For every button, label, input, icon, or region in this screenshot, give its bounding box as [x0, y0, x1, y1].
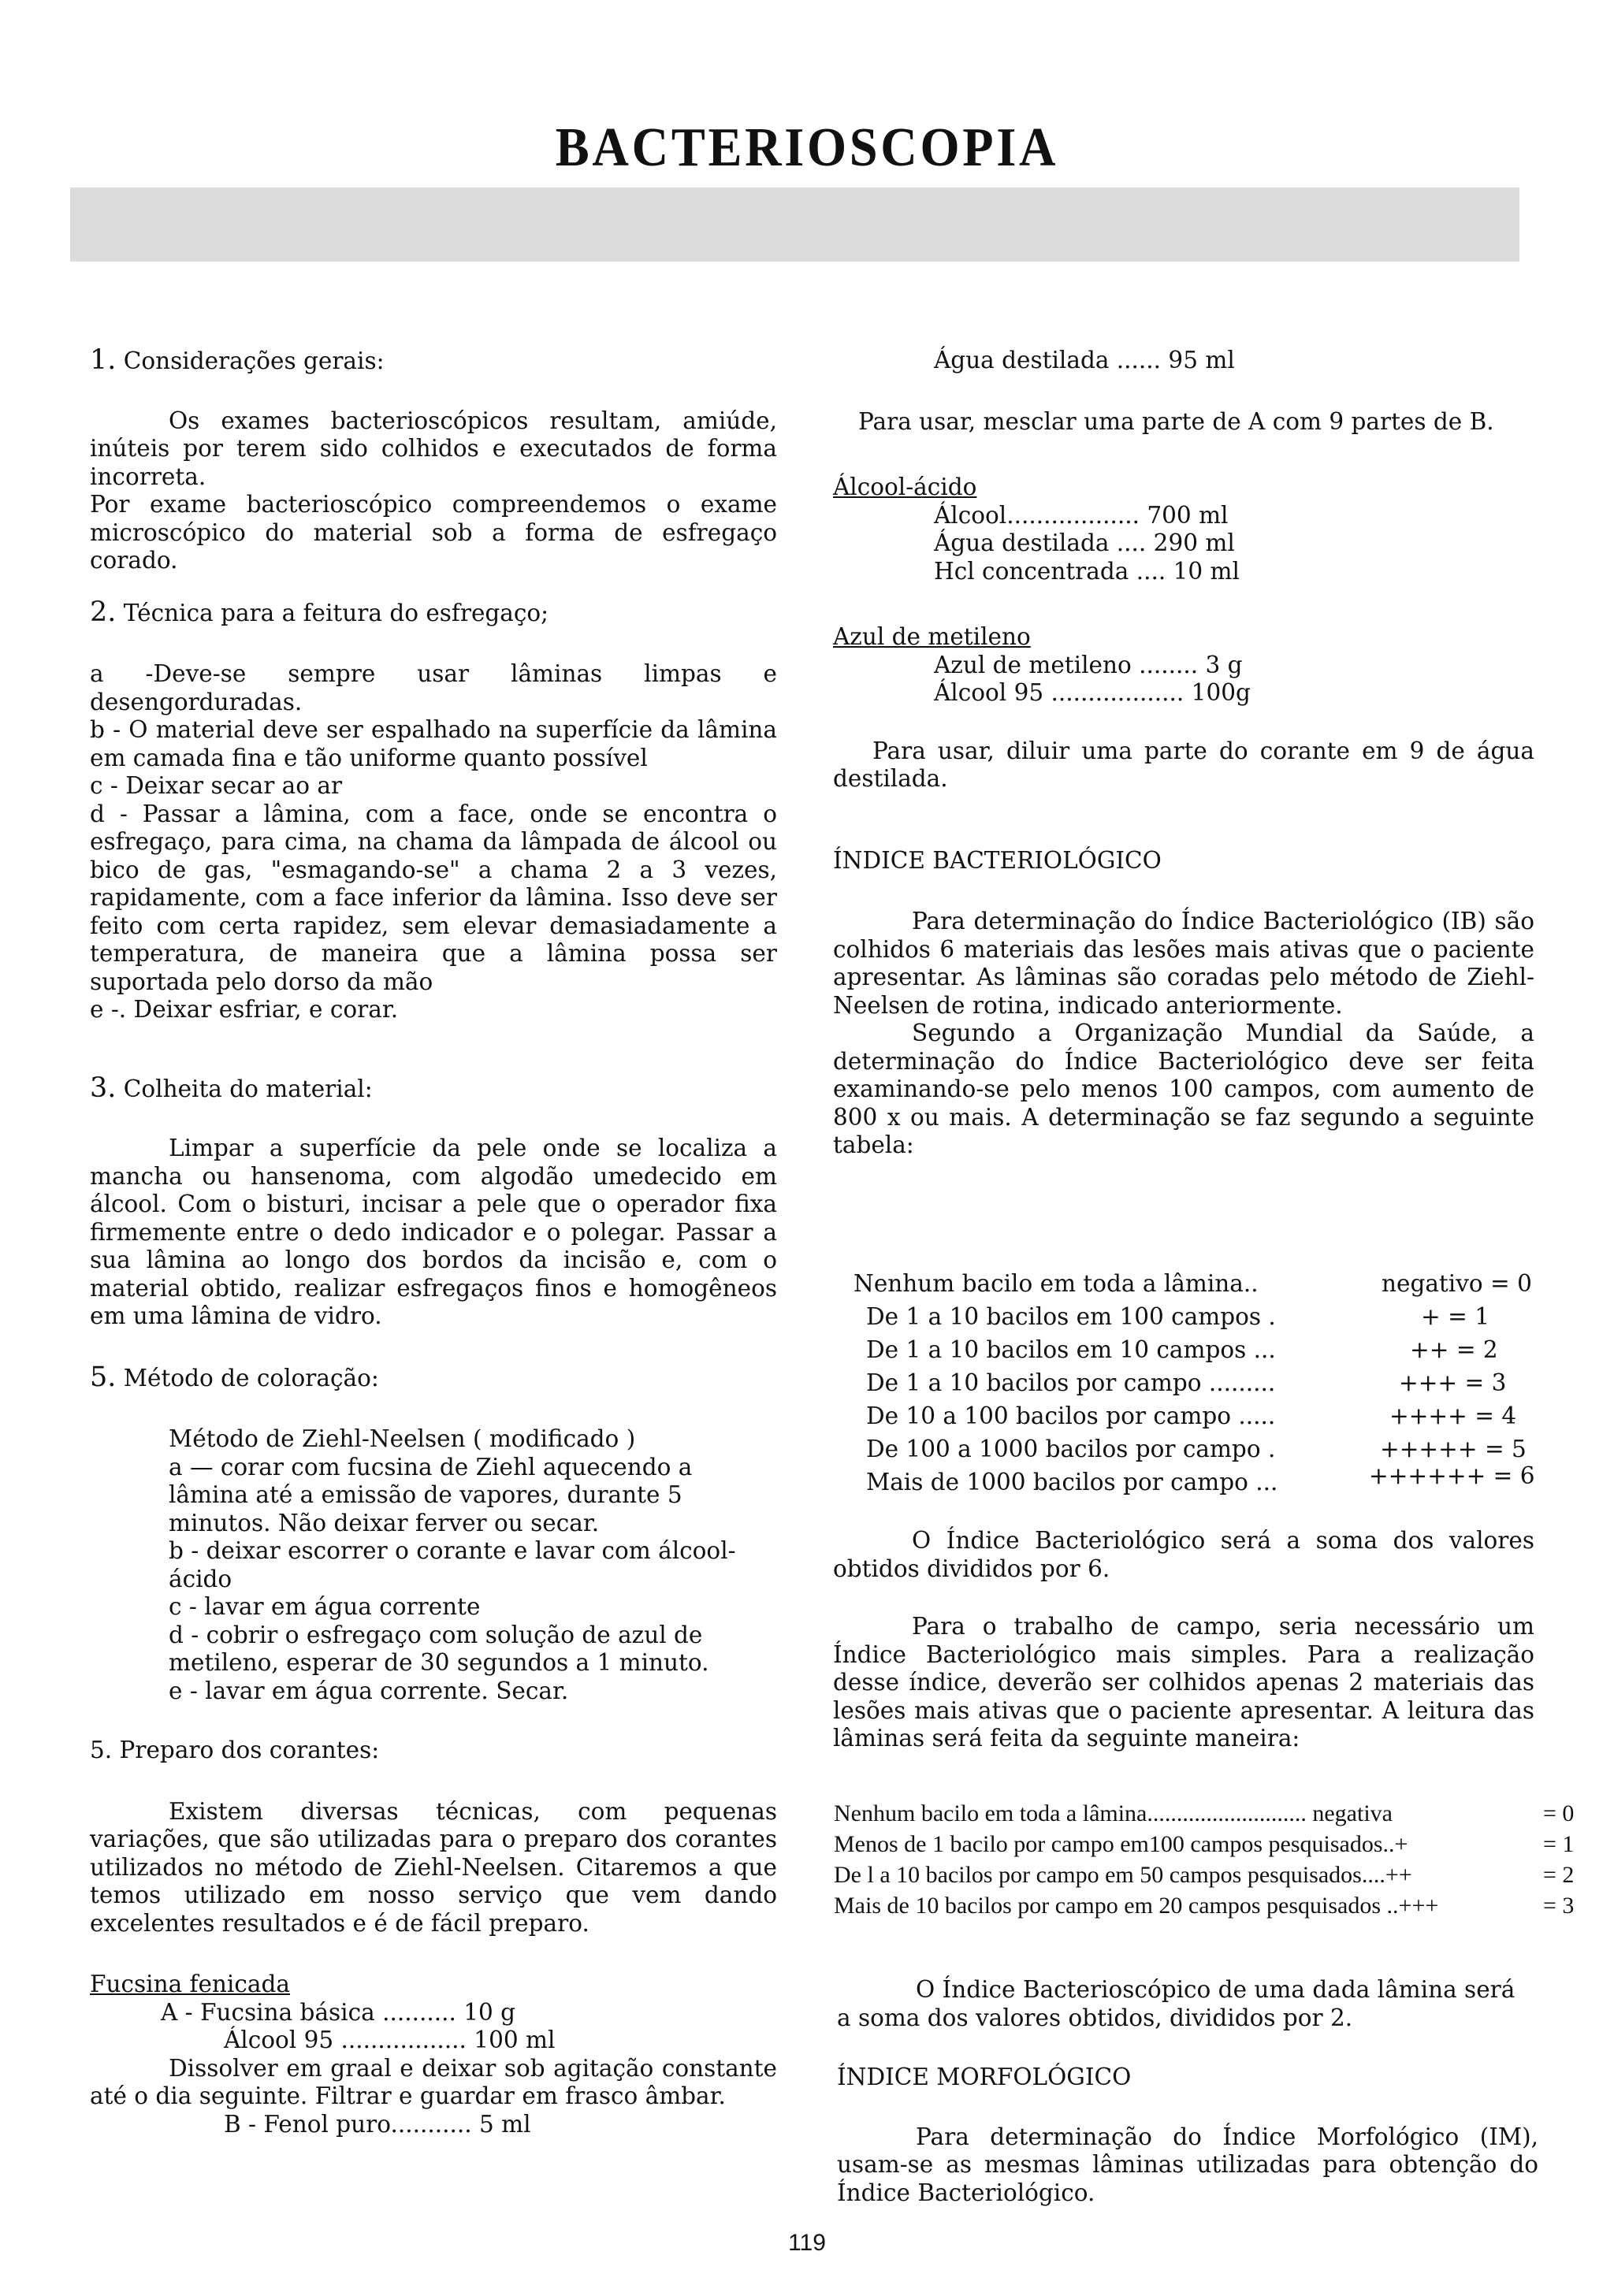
- recipe-line: Azul de metileno ........ 3 g: [934, 651, 1243, 678]
- ib-heading: ÍNDICE BACTERIOLÓGICO: [833, 846, 1162, 874]
- section-4-heading: [90, 1361, 777, 1393]
- fucsina-heading: Fucsina fenicada: [90, 1971, 290, 1997]
- recipe-line: Álcool 95 ................. 100 ml: [224, 2027, 556, 2053]
- list-item: a — corar com fucsina de Ziehl aquecendo a lâmina até a emissão de vapores, durante 5 minutos. Não deixar ferver ou secar.: [169, 1453, 693, 1536]
- section-title: Técnica para a feitura do esfregaço;: [123, 599, 549, 626]
- list-item: a -Deve-se sempre usar lâminas limpas e desengorduradas.: [90, 660, 777, 715]
- list-item: c - Deixar secar ao ar: [90, 772, 343, 799]
- field-table: [834, 1798, 1590, 1921]
- row-desc: De 1 a 10 bacilos em 10 campos ...: [866, 1336, 1276, 1363]
- row-value: +++ = 3: [1399, 1369, 1507, 1396]
- table-row: [853, 1333, 1539, 1366]
- table-row: [834, 1890, 1590, 1921]
- paragraph: Segundo a Organização Mundial da Saúde, a determinação do Índice Bacteriológico deve ser feita examinando-se pelo menos 100 campos, com aumento de 800 x ou mais. A determinação se faz segundo a seguinte tabela:: [833, 1020, 1534, 1158]
- row-value: = 1: [1543, 1831, 1575, 1857]
- row-desc: Nenhum bacilo em toda a lâmina..: [853, 1270, 1259, 1297]
- recipe-line: Álcool.................. 700 ml: [934, 501, 1229, 529]
- table-row: [834, 1798, 1590, 1829]
- im-heading: ÍNDICE MORFOLÓGICO: [837, 2064, 1132, 2090]
- list-item: e - lavar em água corrente. Secar.: [169, 1677, 569, 1704]
- row-desc: De 1 a 10 bacilos em 100 campos .: [866, 1303, 1276, 1330]
- list-item: e -. Deixar esfriar, e corar.: [90, 996, 399, 1023]
- alcool-acido-recipe: [934, 502, 1534, 586]
- row-desc: De 1 a 10 bacilos por campo .........: [866, 1369, 1276, 1396]
- row-value: = 0: [1543, 1800, 1575, 1826]
- row-value: + = 1: [1421, 1303, 1489, 1330]
- row-value: = 2: [1543, 1862, 1575, 1888]
- section-number: 1.: [90, 344, 117, 376]
- paragraph: a soma dos valores obtidos, divididos por 2.: [837, 2004, 1353, 2031]
- section-title: Colheita do material:: [123, 1075, 373, 1102]
- recipe-line: Álcool 95 .................. 100g: [934, 679, 1251, 706]
- section-5-heading: 5. Preparo dos corantes:: [90, 1737, 380, 1763]
- list-item: b - O material deve ser espalhado na superfície da lâmina em camada fina e tão uniforme quanto possível: [90, 716, 777, 771]
- right-column-bottom: [837, 1976, 1538, 2207]
- row-desc: Nenhum bacilo em toda a lâmina........................... negativa: [834, 1800, 1393, 1826]
- paragraph: Existem diversas técnicas, com pequenas variações, que são utilizadas para o preparo dos corantes utilizados no método de Ziehl-Neelsen. Citaremos a que temos utilizado em nosso serviço que vem dando excelentes resultados e é de fácil preparo.: [90, 1797, 777, 1937]
- row-desc: Mais de 1000 bacilos por campo ...: [866, 1469, 1278, 1495]
- table-row: [834, 1859, 1590, 1890]
- paragraph: Para determinação do Índice Morfológico (IM), usam-se as mesmas lâminas utilizadas para obtenção do Índice Bacteriológico.: [837, 2123, 1538, 2206]
- title-band: [70, 188, 1519, 262]
- section-number: 5.: [90, 1361, 117, 1393]
- recipe-line: B - Fenol puro........... 5 ml: [224, 2110, 531, 2138]
- row-value: negativo = 0: [1382, 1270, 1532, 1297]
- azul-metileno-recipe: [934, 652, 1534, 708]
- row-value: ++++ = 4: [1389, 1402, 1517, 1429]
- row-value: = 3: [1543, 1893, 1575, 1919]
- list-item: b - deixar escorrer o corante e lavar com álcool-ácido: [169, 1537, 736, 1592]
- recipe-line: Hcl concentrada .... 10 ml: [934, 557, 1240, 585]
- row-desc: Menos de 1 bacilo por campo em100 campos pesquisados..+: [834, 1831, 1408, 1857]
- paragraph: Limpar a superfície da pele onde se localiza a mancha ou hansenoma, com algodão umedecido em álcool. Com o bisturi, incisar a pele que o operador fixa firmemente entre o dedo indicador e o polegar. Passar a sua lâmina ao longo dos bordos da incisão e, com o material obtido, realizar esfregaços finos e homogêneos em uma lâmina de vidro.: [90, 1135, 777, 1329]
- alcool-acido-heading: Álcool-ácido: [833, 474, 977, 500]
- section-number: 3.: [90, 1072, 117, 1104]
- table-row: [853, 1267, 1539, 1300]
- right-column: [833, 347, 1534, 1160]
- list-item: d - Passar a lâmina, com a face, onde se encontra o esfregaço, para cima, na chama da lâmpada de álcool ou bico de gas, "esmagando-se" a chama 2 a 3 vezes, rapidamente, com a face inferior da lâmina. Isso deve ser feito com certa rapidez, sem elevar demasiadamente a temperatura, de maneira que a lâmina possa ser suportada pelo dorso da mão: [90, 800, 777, 995]
- azul-metileno-heading: Azul de metileno: [833, 623, 1031, 650]
- list-item: c - lavar em água corrente: [169, 1593, 481, 1620]
- table-row: [853, 1399, 1539, 1432]
- recipe-line: Água destilada ...... 95 ml: [934, 347, 1235, 373]
- left-column: [90, 344, 777, 2138]
- paragraph: Os exames bacterioscópicos resultam, amiúde, inúteis por terem sido colhidos e executados de forma incorreta.: [90, 407, 777, 490]
- recipe-line: A - Fucsina básica .......... 10 g: [161, 1998, 516, 2026]
- page-number: 119: [788, 2230, 826, 2256]
- section-title: Considerações gerais:: [123, 347, 385, 374]
- section-3-heading: [90, 1072, 777, 1104]
- paragraph: O Índice Bacteriológico será a soma dos valores obtidos divididos por 6.: [833, 1527, 1534, 1582]
- staining-method: [169, 1425, 777, 1705]
- row-value: +++++ = 5: [1380, 1436, 1527, 1462]
- paragraph: O Índice Bacterioscópico de uma dada lâmina será: [916, 1976, 1515, 2003]
- row-value: ++ = 2: [1410, 1336, 1498, 1363]
- row-desc: Mais de 10 bacilos por campo em 20 campos pesquisados ..+++: [834, 1893, 1439, 1919]
- section-1-heading: [90, 344, 777, 376]
- row-desc: De 10 a 100 bacilos por campo .....: [866, 1402, 1276, 1429]
- table-row: [853, 1366, 1539, 1399]
- paragraph: Para usar, mesclar uma parte de A com 9 partes de B.: [858, 407, 1494, 435]
- row-desc: De 100 a 1000 bacilos por campo .: [866, 1436, 1276, 1462]
- page-title: BACTERIOSCOPIA: [555, 117, 1059, 178]
- ib-table: [853, 1267, 1539, 1499]
- method-heading: Método de Ziehl-Neelsen ( modificado ): [169, 1425, 636, 1452]
- section-number: 2.: [90, 596, 117, 628]
- right-column-lower: [833, 1527, 1534, 1753]
- row-desc: De l a 10 bacilos por campo em 50 campos pesquisados....++: [834, 1862, 1412, 1888]
- paragraph: Dissolver em graal e deixar sob agitação constante até o dia seguinte. Filtrar e guardar em frasco âmbar.: [90, 2054, 777, 2109]
- recipe-line: Água destilada .... 290 ml: [934, 529, 1235, 556]
- paragraph: Para usar, diluir uma parte do corante em 9 de água destilada.: [833, 737, 1534, 792]
- table-row: [853, 1300, 1539, 1333]
- row-value: ++++++ = 6: [1369, 1462, 1535, 1489]
- paragraph: Por exame bacterioscópico compreendemos o exame microscópico do material sob a forma de esfregaço corado.: [90, 491, 777, 574]
- table-row: [853, 1462, 1539, 1499]
- paragraph: Para o trabalho de campo, seria necessário um Índice Bacteriológico mais simples. Para a realização desse índice, deverão ser colhidos apenas 2 materiais das lesões mais ativas que o paciente apresentar. A leitura das lâminas será feita da seguinte maneira:: [833, 1613, 1534, 1752]
- paragraph: Para determinação do Índice Bacteriológico (IB) são colhidos 6 materiais das lesões mais ativas que o paciente apresentar. As lâminas são coradas pelo método de Ziehl-Neelsen de rotina, indicado anteriormente.: [833, 908, 1534, 1019]
- section-title: Método de coloração:: [123, 1364, 379, 1391]
- list-item: d - cobrir o esfregaço com solução de azul de metileno, esperar de 30 segundos a 1 minuto.: [169, 1621, 709, 1676]
- table-row: [834, 1829, 1590, 1859]
- section-2-heading: [90, 596, 777, 628]
